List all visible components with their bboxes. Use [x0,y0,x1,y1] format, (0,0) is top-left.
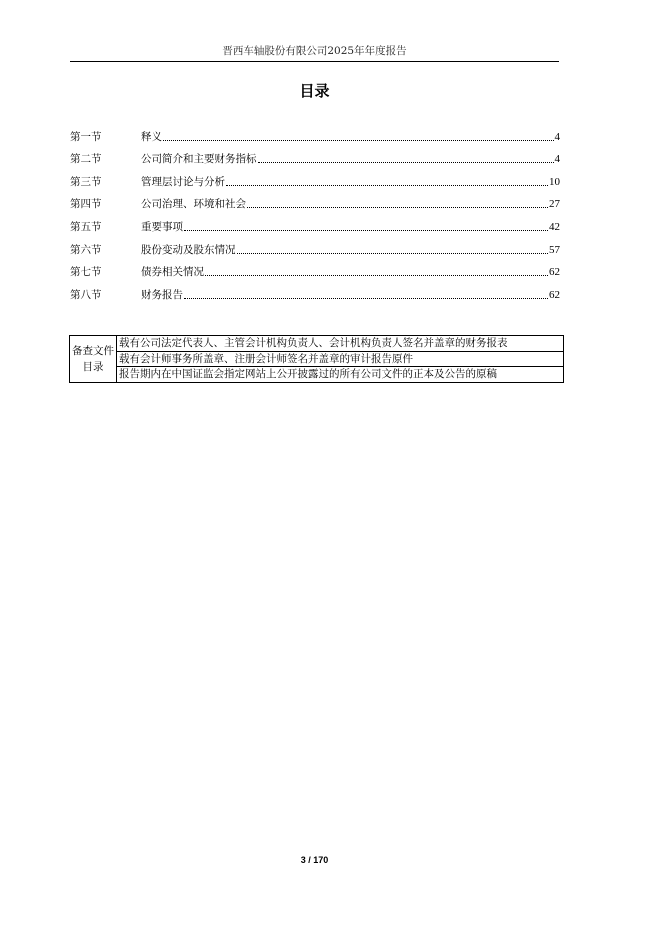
page-indicator: 3 / 170 [300,855,329,865]
toc-leader-dots [247,207,548,208]
toc-section-number: 第七节 [70,266,102,279]
toc-entry[interactable] [70,166,560,189]
toc-entry[interactable] [70,189,560,212]
toc-section-title: 债券相关情况 [141,266,204,279]
toc-leader-dots [163,140,554,141]
toc-entry[interactable] [70,121,560,144]
toc-section-number: 第三节 [70,175,102,188]
reference-documents-label: 备查文件目录 [70,336,117,383]
toc-entry[interactable] [70,279,560,302]
toc-section-number: 第六节 [70,243,102,256]
toc-entry[interactable] [70,257,560,280]
toc-section-title: 重要事项 [141,220,183,233]
toc-page-number: 57 [549,243,560,256]
toc-leader-dots [258,162,554,163]
toc-leader-dots [237,253,549,254]
reference-documents-table [69,335,564,383]
toc-section-number: 第五节 [70,220,102,233]
toc-page-number: 4 [554,130,560,143]
toc-leader-dots [184,298,548,299]
page-title: 目录 [299,82,330,100]
toc-section-title: 公司治理、环境和社会 [141,198,246,211]
toc-section-title: 管理层讨论与分析 [141,175,225,188]
toc-page-number: 4 [554,153,560,166]
toc-page-number: 10 [549,175,560,188]
running-header: 晋西车轴股份有限公司2025年年度报告 [222,45,407,57]
table-of-contents [70,121,560,302]
toc-page-number: 42 [549,220,560,233]
toc-entry[interactable] [70,211,560,234]
reference-document-item: 载有公司法定代表人、主管会计机构负责人、会计机构负责人签名并盖章的财务报表 [117,336,564,352]
header-rule [70,61,559,62]
toc-section-title: 公司简介和主要财务指标 [141,153,257,166]
toc-section-number: 第一节 [70,130,102,143]
toc-section-title: 财务报告 [141,288,183,301]
toc-leader-dots [184,230,548,231]
toc-entry[interactable] [70,144,560,167]
toc-leader-dots [226,185,548,186]
reference-document-item: 报告期内在中国证监会指定网站上公开披露过的所有公司文件的正本及公告的原稿 [117,367,564,383]
toc-page-number: 27 [549,198,560,211]
toc-section-title: 股份变动及股东情况 [141,243,236,256]
reference-document-item: 载有会计师事务所盖章、注册会计师签名并盖章的审计报告原件 [117,351,564,367]
toc-entry[interactable] [70,234,560,257]
toc-page-number: 62 [549,288,560,301]
toc-section-title: 释义 [141,130,162,143]
toc-section-number: 第二节 [70,153,102,166]
toc-section-number: 第八节 [70,288,102,301]
toc-page-number: 62 [549,266,560,279]
table-row [70,336,564,352]
toc-leader-dots [205,275,548,276]
toc-section-number: 第四节 [70,198,102,211]
table-row [70,351,564,367]
table-row [70,367,564,383]
